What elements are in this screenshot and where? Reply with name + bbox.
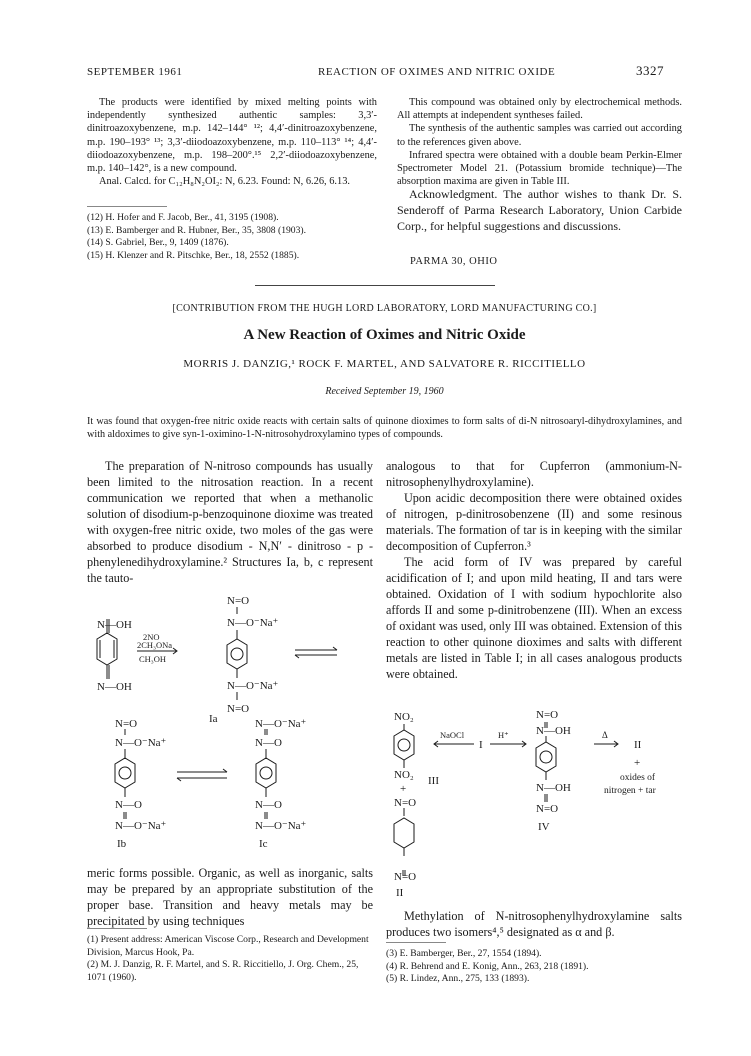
nitro-label: NO₂ xyxy=(394,769,414,781)
reference: (13) E. Bamberger and R. Hubner, Ber., 35, 3808 (1903). xyxy=(87,224,306,236)
article-title: A New Reaction of Oximes and Nitric Oxide xyxy=(243,327,526,343)
body-left-top xyxy=(87,458,373,586)
prev-references xyxy=(87,212,377,262)
footnotes-right xyxy=(386,948,682,986)
body-paragraph: The acid form of IV was prepared by careful acidification of I; and upon mild heating, II and tars were obtained. Oxidation of I with sodium hypochlorite also affords II and some p-dinitrobenzene (III). When an excess of oxidant was used, only III was obtained. Extension of this reaction to other quinone dioximes and salts with different metals are listed in Table I; in all cases analogous products were obtained. xyxy=(386,555,682,681)
footnotes-left xyxy=(87,934,373,984)
footnote: (4) R. Behrend and E. Konig, Ann., 263, 218 (1891). xyxy=(386,960,589,972)
n-oh-label: N—OH xyxy=(97,681,132,693)
compound-label-iv: IV xyxy=(538,821,550,833)
footnote-rule xyxy=(87,928,147,929)
reference: (14) S. Gabriel, Ber., 9, 1409 (1876). xyxy=(87,237,229,249)
running-header-left: SEPTEMBER 1961 xyxy=(87,66,183,78)
nitroso-label: N=O xyxy=(394,797,417,809)
byproduct-label: nitrogen + tar xyxy=(604,786,656,796)
body-left-bottom xyxy=(87,865,373,929)
compound-label-iii: III xyxy=(428,775,439,787)
footnote: (1) Present address: American Viscose Corp., Research and Development Division, Marcus Hook, Pa. xyxy=(87,934,369,958)
prev-right-column xyxy=(397,96,682,188)
nitro-label: NO₂ xyxy=(394,711,414,723)
footnote: (3) E. Bamberger, Ber., 27, 1554 (1894). xyxy=(386,948,542,959)
nitroso-label: N=O xyxy=(394,871,417,883)
running-header-title: REACTION OF OXIMES AND NITRIC OXIDE xyxy=(318,66,556,78)
footnote-rule xyxy=(87,206,167,207)
n-o-label: N—O xyxy=(255,799,282,811)
n-o-na-label: N—O⁻Na⁺ xyxy=(115,820,167,832)
compound-label-ib: Ib xyxy=(117,838,127,850)
reagent-label: CH₃OH xyxy=(139,654,167,664)
prev-paragraph: This compound was obtained only by electrochemical methods. All attempts at independent syntheses failed. xyxy=(397,97,682,122)
scheme-quinone-dioxime xyxy=(87,592,377,858)
nitroso-label: N=O xyxy=(536,709,559,721)
reagent-label: NaOCl xyxy=(440,730,465,740)
compound-label-i: I xyxy=(479,739,483,751)
plus-sign: + xyxy=(634,757,641,769)
body-right-bottom xyxy=(386,908,682,940)
footnote: (2) M. J. Danzig, R. F. Martel, and S. R. Riccitiello, J. Org. Chem., 25, 1071 (1960). xyxy=(87,959,359,983)
product-label-ii: II xyxy=(634,739,642,751)
article-separator xyxy=(255,285,495,286)
compound-label-ii: II xyxy=(396,887,404,899)
prev-place: PARMA 30, OHIO xyxy=(410,256,498,267)
footnote: (5) R. Lindez, Ann., 275, 133 (1893). xyxy=(386,973,530,985)
body-paragraph: analogous to that for Cupferron (ammonium-N-nitrosophenylhydroxylamine). xyxy=(386,459,682,489)
reference: (15) H. Klenzer and R. Pitschke, Ber., 18, 2552 (1885). xyxy=(87,249,300,261)
footnote-rule xyxy=(386,942,446,943)
article-authors: MORRIS J. DANZIG,¹ ROCK F. MARTEL, AND SALVATORE R. RICCITIELLO xyxy=(183,358,586,370)
reagent-label: H⁺ xyxy=(498,730,509,740)
byproduct-label: oxides of xyxy=(620,773,656,783)
plus-sign: + xyxy=(400,783,407,795)
reagent-label: 2NO xyxy=(143,632,160,642)
reference: (12) H. Hofer and F. Jacob, Ber., 41, 3195 (1908). xyxy=(87,212,279,223)
contribution-line: [CONTRIBUTION FROM THE HUGH LORD LABORATORY, LORD MANUFACTURING CO.] xyxy=(172,303,597,314)
n-o-na-label: N—O⁻Na⁺ xyxy=(227,617,279,629)
n-oh-label: N—OH xyxy=(536,725,571,737)
prev-paragraph: The products were identified by mixed melting points with independently synthesized authentic samples: 3,3′-dinitroazoxybenzene, m.p. 142–144° ¹²; 4,4′-dinitroazoxybenzene, m.p. 190–193° ¹³; 3,3′-diiodoazoxybenzene, m.p. 110–113° ¹⁴; 4,4′-diiodoazoxybenzene, m.p. 198–200°.¹⁵ 2,2′-diiodoazoxybenzene, m.p. 140–142°, is a new compound. xyxy=(87,97,377,175)
nitroso-label: N=O xyxy=(227,703,250,715)
page-number: 3327 xyxy=(636,63,664,78)
n-o-na-label: N—O⁻Na⁺ xyxy=(255,820,307,832)
body-right-top xyxy=(386,458,682,682)
n-o-na-label: N—O⁻Na⁺ xyxy=(255,718,307,730)
n-oh-label: N—OH xyxy=(536,782,571,794)
body-paragraph: The preparation of N-nitroso compounds has usually been limited to the nitrosation reaction. In a recent communication we reported that when a methanolic solution of disodium-p-benzoquinone dioxime was treated with oxygen-free nitric oxide, two moles of the gas were absorbed to produce disodium - N,N′ - dinitroso - p - phenylenedihydroxylamine.² Structures Ia, b, c represent the tauto- xyxy=(87,459,373,585)
n-oh-label: N—OH xyxy=(97,619,132,631)
compound-label-ia: Ia xyxy=(209,713,218,725)
nitroso-label: N=O xyxy=(536,803,559,815)
scheme-oxidation xyxy=(386,708,682,900)
n-o-label: N—O xyxy=(115,799,142,811)
prev-left-column xyxy=(87,96,377,188)
body-paragraph: meric forms possible. Organic, as well as inorganic, salts may be prepared by an appropriate substitution of the proper base. Transition and heavy metals may be precipitated by using techniques xyxy=(87,866,373,928)
prev-paragraph: The synthesis of the authentic samples was carried out according to the references given above. xyxy=(397,123,682,148)
acknowledgment: Acknowledgment. The author wishes to thank Dr. S. Senderoff of Parma Research Laboratory, Union Carbide Corp., for helpful suggestions and discussions. xyxy=(397,187,682,233)
nitroso-label: N=O xyxy=(115,718,138,730)
body-paragraph: Upon acidic decomposition there were obtained oxides of nitrogen, p-dinitrosobenzene (II) and some resinous materials. The formation of tar is in keeping with the similar decomposition of Cupferron.³ xyxy=(386,491,682,553)
n-o-label: N—O xyxy=(255,737,282,749)
abstract: It was found that oxygen-free nitric oxide reacts with certain salts of quinone dioximes to form salts of di-N nitrosoaryl-dihydroxylamines, and with aldoximes to give syn-1-oximino-1-N-nitrosohydroxylamino types of compounds. xyxy=(87,416,682,440)
reagent-label: 2CH₃ONa xyxy=(137,640,173,650)
n-o-na-label: N—O⁻Na⁺ xyxy=(227,680,279,692)
heat-symbol: Δ xyxy=(602,730,608,740)
n-o-na-label: N—O⁻Na⁺ xyxy=(115,737,167,749)
compound-label-ic: Ic xyxy=(259,838,268,850)
prev-paragraph: Infrared spectra were obtained with a double beam Perkin-Elmer Spectrometer Model 21. (Potassium bromide technique)—The absorption maxima are given in Table III. xyxy=(397,149,682,188)
body-paragraph: Methylation of N-nitrosophenylhydroxylamine salts produces two isomers⁴,⁵ designated as α and β. xyxy=(386,909,682,939)
received-date: Received September 19, 1960 xyxy=(325,386,444,397)
prev-analysis: Anal. Calcd. for C₁₂H₈N₂OI₂: N, 6.23. Found: N, 6.26, 6.13. xyxy=(99,176,351,188)
nitroso-label: N=O xyxy=(227,595,250,607)
